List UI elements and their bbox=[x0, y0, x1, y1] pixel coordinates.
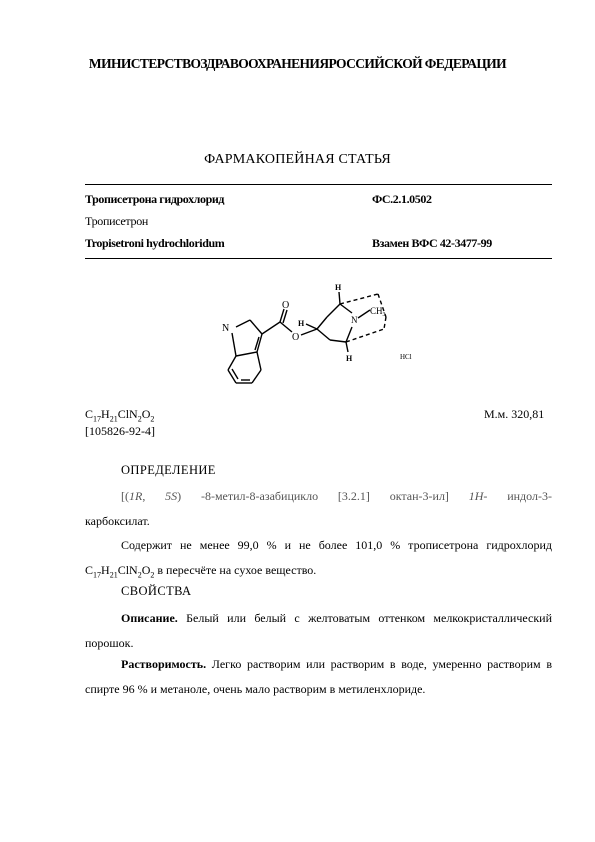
monograph-code: ФС.2.1.0502 bbox=[372, 192, 432, 206]
salt-label: HCl bbox=[400, 353, 412, 361]
description-paragraph: Описание. Белый или белый с желтоватым оттенком мелкокристаллический порошок. bbox=[85, 611, 552, 650]
definition-chem-name: [(1R, 5S) -8-метил-8-азабицикло [3.2.1] октан-3-ил] 1H- индол-3- bbox=[121, 489, 552, 503]
bridge-nitrogen-label: N bbox=[351, 315, 358, 325]
hydrogen-top-label: H bbox=[335, 283, 342, 292]
latin-name: Tropisetroni hydrochloridum bbox=[85, 236, 225, 250]
properties-heading: СВОЙСТВА bbox=[121, 584, 192, 598]
definition-chem-name-cont: карбоксилат. bbox=[85, 514, 150, 528]
molecular-mass: М.м. 320,81 bbox=[484, 407, 545, 421]
doc-title: ФАРМАКОПЕЙНАЯ СТАТЬЯ bbox=[204, 152, 391, 167]
structural-formula bbox=[200, 272, 460, 392]
cas-number: [105826-92-4] bbox=[85, 424, 155, 438]
definition-heading: ОПРЕДЕЛЕНИЕ bbox=[121, 463, 216, 477]
hydrogen-left-label: H bbox=[298, 319, 305, 328]
top-rule bbox=[85, 184, 552, 185]
ring-nitrogen-label: N bbox=[222, 323, 230, 334]
ester-oxygen-label: O bbox=[292, 332, 300, 343]
ministry-header: МИНИСТЕРСТВОЗДРАВООХРАНЕНИЯРОССИЙСКОЙ ФЕДЕРАЦИИ bbox=[88, 56, 507, 71]
content-formula: $C_{17}H_{21}ClN_2O_2$ bbox=[85, 563, 155, 580]
hydrogen-bottom-label: H bbox=[346, 354, 353, 363]
short-name: Трописетрон bbox=[85, 214, 149, 228]
replaces-note: Взамен ВФС 42-3477-99 bbox=[372, 236, 492, 250]
content-statement: Содержит не менее 99,0 % и не более 101,0 % трописетрона гидрохлорид $C_{17}H_{21}ClN_2O_2$ в пересчёте на сухое вещество. bbox=[85, 538, 552, 580]
bottom-rule bbox=[85, 258, 552, 259]
molecular-formula: $C_{17}H_{21}ClN_2O_2$ bbox=[85, 407, 155, 424]
russian-name: Трописетрона гидрохлорид bbox=[85, 192, 225, 206]
methyl-label: $CH_3$ bbox=[370, 306, 386, 318]
solubility-paragraph: Растворимость. Легко растворим или растворим в воде, умеренно растворим в спирте 96 % и метаноле, очень мало растворим в метиленхлориде. bbox=[85, 657, 552, 696]
carbonyl-oxygen-label: O bbox=[282, 300, 290, 311]
